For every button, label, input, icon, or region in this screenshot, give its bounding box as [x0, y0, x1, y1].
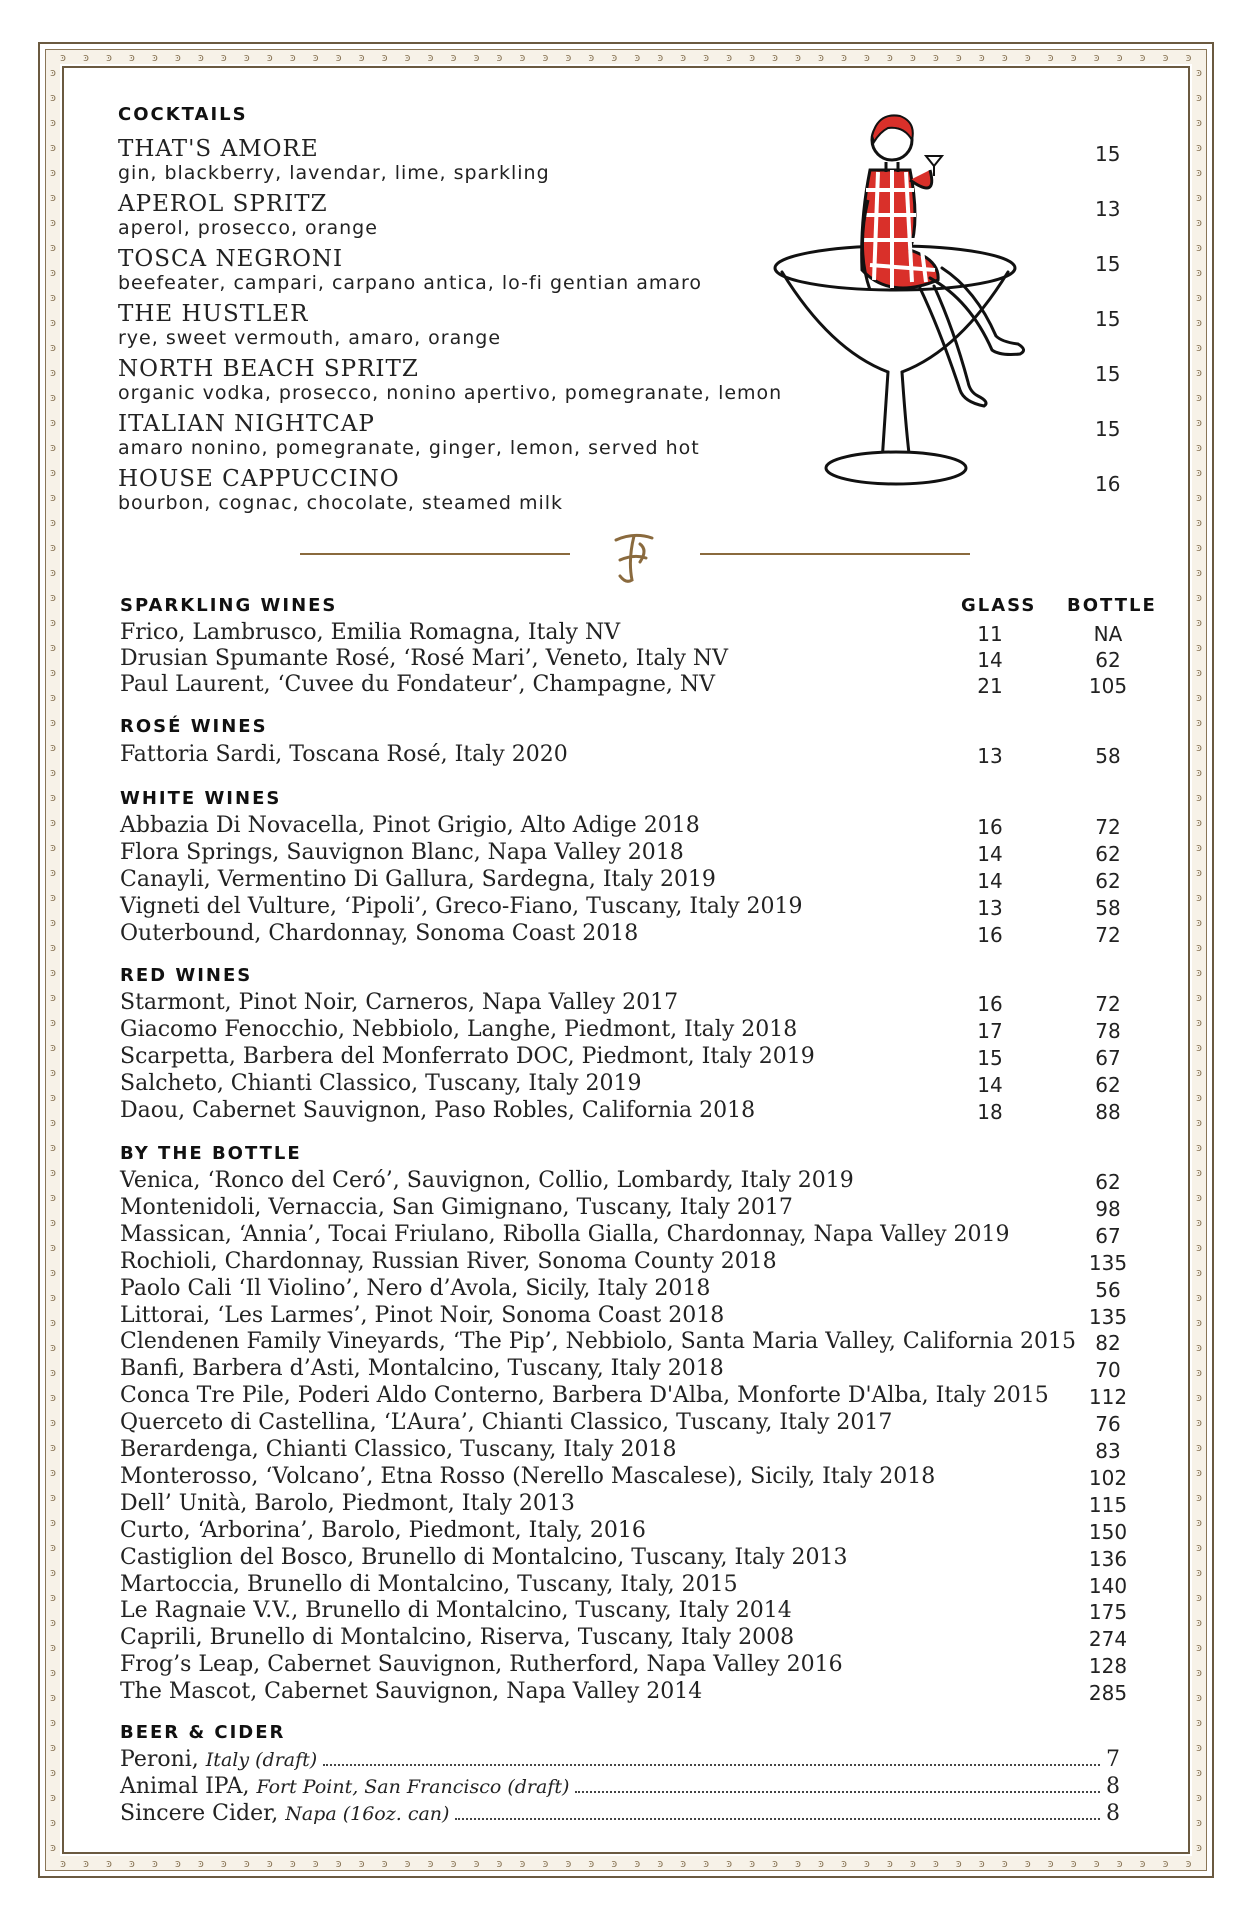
bottle-price: 62 — [1095, 869, 1121, 893]
wine-row: Caprili, Brunello di Montalcino, Riserva, Tuscany, Italy 2008 — [120, 1625, 795, 1650]
wine-row: Daou, Cabernet Sauvignon, Paso Robles, California 2018 — [120, 1098, 756, 1123]
wine-row: Dell’ Unità, Barolo, Piedmont, Italy 2013 — [120, 1491, 575, 1516]
wine-row: Castiglion del Bosco, Brunello di Montalcino, Tuscany, Italy 2013 — [120, 1545, 848, 1570]
cocktail-item — [118, 136, 550, 184]
cocktail-price: 15 — [1095, 142, 1121, 166]
bottle-price: 56 — [1095, 1278, 1121, 1302]
wine-row: Frico, Lambrusco, Emilia Romagna, Italy NV — [120, 620, 621, 645]
glass-price: 14 — [977, 842, 1003, 866]
bottle-price: 274 — [1088, 1627, 1128, 1651]
beer-detail: Italy (draft) — [205, 1749, 318, 1771]
cocktail-name: ITALIAN NIGHTCAP — [118, 411, 375, 437]
cocktail-item — [118, 466, 563, 514]
bottle-price: 102 — [1088, 1466, 1128, 1490]
wine-row: Abbazia Di Novacella, Pinot Grigio, Alto Adige 2018 — [120, 813, 700, 838]
frame-ornament-bottom: ꜿ ꜿ ꜿ ꜿ ꜿ ꜿ ꜿ ꜿ ꜿ ꜿ ꜿ ꜿ ꜿ ꜿ ꜿ ꜿ ꜿ ꜿ ꜿ ꜿ ꜿ ꜿ ꜿ ꜿ ꜿ ꜿ ꜿ ꜿ ꜿ ꜿ ꜿ ꜿ ꜿ ꜿ ꜿ ꜿ ꜿ ꜿ ꜿ ꜿ ꜿ ꜿ ꜿ ꜿ ꜿ ꜿ ꜿ ꜿ ꜿ ꜿ — [60, 1856, 1192, 1870]
cocktail-name: APEROL SPRITZ — [118, 191, 328, 217]
wine-row: Drusian Spumante Rosé, ‘Rosé Mari’, Veneto, Italy NV — [120, 646, 729, 671]
bottle-price: 62 — [1095, 648, 1121, 672]
wine-row: Berardenga, Chianti Classico, Tuscany, Italy 2018 — [120, 1437, 677, 1462]
bottle-price: 62 — [1095, 1170, 1121, 1194]
cocktail-desc: aperol, prosecco, orange — [118, 217, 378, 239]
frame-ornament-left: ꜿ ꜿ ꜿ ꜿ ꜿ ꜿ ꜿ ꜿ ꜿ ꜿ ꜿ ꜿ ꜿ ꜿ ꜿ ꜿ ꜿ ꜿ ꜿ ꜿ ꜿ ꜿ ꜿ ꜿ ꜿ ꜿ ꜿ ꜿ ꜿ ꜿ ꜿ ꜿ ꜿ ꜿ ꜿ ꜿ ꜿ ꜿ ꜿ ꜿ ꜿ ꜿ ꜿ ꜿ ꜿ ꜿ ꜿ ꜿ ꜿ ꜿ ꜿ ꜿ ꜿ ꜿ ꜿ ꜿ ꜿ ꜿ ꜿ ꜿ ꜿ ꜿ ꜿ ꜿ ꜿ ꜿ ꜿ ꜿ ꜿ ꜿ ꜿ ꜿ — [49, 66, 57, 1854]
rose-heading: ROSÉ WINES — [120, 716, 268, 737]
cocktail-item — [118, 246, 702, 294]
cocktail-name: NORTH BEACH SPRITZ — [118, 356, 419, 382]
wine-row: Fattoria Sardi, Toscana Rosé, Italy 2020 — [120, 742, 568, 767]
wine-row: Conca Tre Pile, Poderi Aldo Conterno, Barbera D'Alba, Monforte D'Alba, Italy 2015 — [120, 1383, 1049, 1408]
cocktail-desc: rye, sweet vermouth, amaro, orange — [118, 327, 502, 349]
bottle-price: 135 — [1088, 1251, 1128, 1275]
cocktail-desc: organic vodka, prosecco, nonino apertivo, pomegranate, lemon — [118, 382, 783, 404]
glass-price: 13 — [977, 896, 1003, 920]
cocktail-price: 15 — [1095, 307, 1121, 331]
wine-row: Querceto di Castellina, ‘L’Aura’, Chianti Classico, Tuscany, Italy 2017 — [120, 1410, 893, 1435]
bottle-price: 128 — [1088, 1654, 1128, 1678]
wine-row: Monterosso, ‘Volcano’, Etna Rosso (Nerello Mascalese), Sicily, Italy 2018 — [120, 1464, 936, 1489]
cocktail-desc: gin, blackberry, lavendar, lime, sparkling — [118, 162, 550, 184]
wine-row: Giacomo Fenocchio, Nebbiolo, Langhe, Piedmont, Italy 2018 — [120, 1017, 798, 1042]
glass-price: 15 — [977, 1046, 1003, 1070]
frame-ornament-right: ꜿ ꜿ ꜿ ꜿ ꜿ ꜿ ꜿ ꜿ ꜿ ꜿ ꜿ ꜿ ꜿ ꜿ ꜿ ꜿ ꜿ ꜿ ꜿ ꜿ ꜿ ꜿ ꜿ ꜿ ꜿ ꜿ ꜿ ꜿ ꜿ ꜿ ꜿ ꜿ ꜿ ꜿ ꜿ ꜿ ꜿ ꜿ ꜿ ꜿ ꜿ ꜿ ꜿ ꜿ ꜿ ꜿ ꜿ ꜿ ꜿ ꜿ ꜿ ꜿ ꜿ ꜿ ꜿ ꜿ ꜿ ꜿ ꜿ ꜿ ꜿ ꜿ ꜿ ꜿ ꜿ ꜿ ꜿ ꜿ ꜿ ꜿ ꜿ ꜿ — [1195, 66, 1203, 1854]
wine-row: Montenidoli, Vernaccia, San Gimignano, Tuscany, Italy 2017 — [120, 1195, 793, 1220]
cocktail-price: 15 — [1095, 362, 1121, 386]
dot-leader — [575, 1791, 1100, 1793]
cocktail-item — [118, 191, 378, 239]
glass-price: 16 — [977, 815, 1003, 839]
wine-row: Canayli, Vermentino Di Gallura, Sardegna, Italy 2019 — [120, 867, 716, 892]
cocktail-price: 16 — [1095, 472, 1121, 496]
cocktail-name: HOUSE CAPPUCCINO — [118, 466, 400, 492]
wine-row: Venica, ‘Ronco del Ceró’, Sauvignon, Collio, Lombardy, Italy 2019 — [120, 1168, 854, 1193]
cocktail-desc: bourbon, cognac, chocolate, steamed milk — [118, 492, 564, 514]
beer-heading: BEER & CIDER — [120, 1722, 286, 1743]
wine-row: Banfi, Barbera d’Asti, Montalcino, Tuscany, Italy 2018 — [120, 1356, 724, 1381]
wine-row: Paolo Cali ‘Il Violino’, Nero d’Avola, Sicily, Italy 2018 — [120, 1276, 711, 1301]
bottle-price: 72 — [1095, 992, 1121, 1016]
glass-price: 14 — [977, 869, 1003, 893]
glass-price: 14 — [977, 648, 1003, 672]
frame-ornament-top: ꜿ ꜿ ꜿ ꜿ ꜿ ꜿ ꜿ ꜿ ꜿ ꜿ ꜿ ꜿ ꜿ ꜿ ꜿ ꜿ ꜿ ꜿ ꜿ ꜿ ꜿ ꜿ ꜿ ꜿ ꜿ ꜿ ꜿ ꜿ ꜿ ꜿ ꜿ ꜿ ꜿ ꜿ ꜿ ꜿ ꜿ ꜿ ꜿ ꜿ ꜿ ꜿ ꜿ ꜿ ꜿ ꜿ ꜿ ꜿ ꜿ ꜿ — [60, 50, 1192, 64]
glass-price: 17 — [977, 1019, 1003, 1043]
wine-row: Massican, ‘Annia’, Tocai Friulano, Ribolla Gialla, Chardonnay, Napa Valley 2019 — [120, 1222, 1010, 1247]
bottle-price: 105 — [1088, 674, 1128, 698]
bottle-price: 115 — [1088, 1493, 1128, 1517]
glass-price: 16 — [977, 923, 1003, 947]
bottle-price: NA — [1093, 622, 1123, 646]
beer-price: 8 — [1106, 1801, 1120, 1826]
woman-on-martini-glass-icon — [770, 110, 1050, 490]
beer-row — [120, 1774, 1120, 1800]
cocktail-price: 15 — [1095, 417, 1121, 441]
bottle-price: 150 — [1088, 1520, 1128, 1544]
bottle-price: 67 — [1095, 1046, 1121, 1070]
bottle-price: 58 — [1095, 744, 1121, 768]
bottle-price: 58 — [1095, 896, 1121, 920]
white-heading: WHITE WINES — [120, 788, 282, 809]
cocktail-item — [118, 356, 782, 404]
wine-row: Curto, ‘Arborina’, Barolo, Piedmont, Italy, 2016 — [120, 1518, 646, 1543]
bottle-price: 83 — [1095, 1439, 1121, 1463]
wine-row: Flora Springs, Sauvignon Blanc, Napa Valley 2018 — [120, 840, 684, 865]
cocktails-heading: COCKTAILS — [118, 104, 248, 125]
bottle-price: 285 — [1088, 1681, 1128, 1705]
beer-detail: Napa (16oz. can) — [285, 1803, 450, 1825]
wine-row: Littorai, ‘Les Larmes’, Pinot Noir, Sonoma Coast 2018 — [120, 1303, 725, 1328]
bottle-price: 88 — [1095, 1100, 1121, 1124]
bottle-price: 67 — [1095, 1224, 1121, 1248]
cocktail-name: THAT'S AMORE — [118, 136, 319, 162]
bottle-heading: BY THE BOTTLE — [120, 1143, 302, 1164]
bottle-price: 70 — [1095, 1358, 1121, 1382]
glass-price: 13 — [977, 744, 1003, 768]
wine-row: Rochioli, Chardonnay, Russian River, Sonoma County 2018 — [120, 1249, 777, 1274]
wine-row: Martoccia, Brunello di Montalcino, Tuscany, Italy, 2015 — [120, 1572, 738, 1597]
glass-price: 18 — [977, 1100, 1003, 1124]
glass-price: 14 — [977, 1073, 1003, 1097]
bottle-price: 112 — [1088, 1385, 1128, 1409]
wine-row: Clendenen Family Vineyards, ‘The Pip’, Nebbiolo, Santa Maria Valley, California 2015 — [120, 1329, 1077, 1354]
wine-row: Frog’s Leap, Cabernet Sauvignon, Rutherford, Napa Valley 2016 — [120, 1652, 843, 1677]
divider-left — [300, 553, 570, 555]
cocktail-item — [118, 411, 700, 459]
beer-name: Peroni, — [120, 1747, 199, 1772]
glass-price: 11 — [977, 622, 1003, 646]
red-heading: RED WINES — [120, 965, 253, 986]
dot-leader — [323, 1764, 1100, 1766]
wine-row: Vigneti del Vulture, ‘Pipoli’, Greco-Fiano, Tuscany, Italy 2019 — [120, 894, 803, 919]
glass-price: 16 — [977, 992, 1003, 1016]
cocktail-name: TOSCA NEGRONI — [118, 246, 344, 272]
wine-row: Paul Laurent, ‘Cuvee du Fondateur’, Champagne, NV — [120, 672, 716, 697]
cocktail-desc: amaro nonino, pomegranate, ginger, lemon, served hot — [118, 437, 700, 459]
cocktail-desc: beefeater, campari, carpano antica, lo-fi gentian amaro — [118, 272, 703, 294]
bottle-price: 135 — [1088, 1305, 1128, 1329]
sparkling-heading: SPARKLING WINES — [120, 595, 338, 616]
beer-name: Sincere Cider, — [120, 1801, 279, 1826]
bottle-price: 62 — [1095, 1073, 1121, 1097]
bottle-price: 140 — [1088, 1574, 1128, 1598]
wine-row: Le Ragnaie V.V., Brunello di Montalcino, Tuscany, Italy 2014 — [120, 1598, 792, 1623]
beer-price: 8 — [1106, 1774, 1120, 1799]
dot-leader — [455, 1818, 1100, 1820]
wine-row: Outerbound, Chardonnay, Sonoma Coast 2018 — [120, 921, 639, 946]
wine-row: Salcheto, Chianti Classico, Tuscany, Italy 2019 — [120, 1071, 642, 1096]
cocktail-price: 15 — [1095, 252, 1121, 276]
cocktail-name: THE HUSTLER — [118, 301, 309, 327]
bottle-price: 136 — [1088, 1547, 1128, 1571]
divider-right — [700, 553, 970, 555]
bottle-price: 72 — [1095, 815, 1121, 839]
beer-detail: Fort Point, San Francisco (draft) — [256, 1776, 570, 1798]
beer-row — [120, 1801, 1120, 1827]
cocktail-item — [118, 301, 501, 349]
wine-row: The Mascot, Cabernet Sauvignon, Napa Valley 2014 — [120, 1679, 703, 1704]
cocktail-price: 13 — [1095, 197, 1121, 221]
glass-price: 21 — [977, 674, 1003, 698]
bottle-price: 98 — [1095, 1197, 1121, 1221]
bottle-column-header: BOTTLE — [1067, 595, 1157, 616]
bottle-price: 62 — [1095, 842, 1121, 866]
glass-column-header: GLASS — [961, 595, 1037, 616]
beer-price: 7 — [1106, 1747, 1120, 1772]
bottle-price: 175 — [1088, 1600, 1128, 1624]
wine-row: Starmont, Pinot Noir, Carneros, Napa Valley 2017 — [120, 990, 679, 1015]
bottle-price: 82 — [1095, 1331, 1121, 1355]
bottle-price: 78 — [1095, 1019, 1121, 1043]
wine-row: Scarpetta, Barbera del Monferrato DOC, Piedmont, Italy 2019 — [120, 1044, 815, 1069]
beer-name: Animal IPA, — [120, 1774, 250, 1799]
beer-row — [120, 1747, 1120, 1773]
bottle-price: 72 — [1095, 923, 1121, 947]
tf-monogram-icon — [610, 530, 656, 586]
bottle-price: 76 — [1095, 1412, 1121, 1436]
